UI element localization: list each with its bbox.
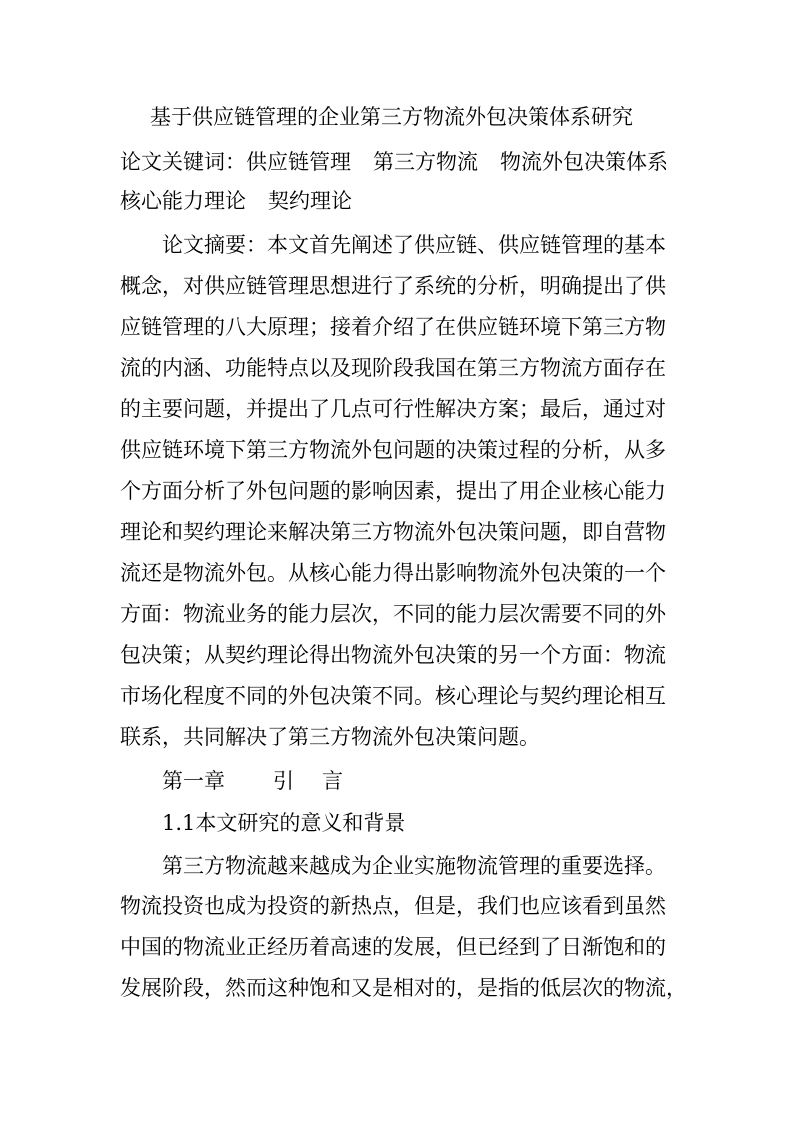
abstract-line: 方面：物流业务的能力层次，不同的能力层次需要不同的外 [120,602,666,626]
body-line: 发展阶段，然而这种饱和又是相对的，是指的低层次的物流， [120,976,687,1000]
abstract-line: 的主要问题，并提出了几点可行性解决方案；最后，通过对 [120,397,666,421]
chapter-heading [162,767,722,795]
paper-title: 基于供应链管理的企业第三方物流外包决策体系研究 [150,105,633,129]
keyword-item: 供应链管理 [246,150,351,174]
keyword-item: 核心能力理论 [120,189,246,213]
body-line: 第三方物流越来越成为企业实施物流管理的重要选择。 [162,854,666,878]
keywords-label: 论文关键词： [120,150,246,174]
body-line: 中国的物流业正经历着高速的发展，但已经到了日渐饱和的 [120,935,666,959]
chapter-title-b: 言 [322,769,343,793]
abstract-line: 应链管理的八大原理；接着介绍了在供应链环境下第三方物 [120,315,666,339]
keywords-line-1 [120,148,680,176]
abstract-line: 理论和契约理论来解决第三方物流外包决策问题，即自营物 [120,520,666,544]
keywords-line-2 [120,187,680,215]
section-heading: 1.1本文研究的意义和背景 [162,811,406,835]
abstract-line: 流的内涵、功能特点以及现阶段我国在第三方物流方面存在 [120,356,666,380]
abstract-line: 供应链环境下第三方物流外包问题的决策过程的分析，从多 [120,438,666,462]
keyword-item: 第三方物流 [373,150,478,174]
abstract-line: 联系，共同解决了第三方物流外包决策问题。 [120,725,540,749]
abstract-line: 论文摘要：本文首先阐述了供应链、供应链管理的基本 [162,233,666,257]
chapter-title-a: 引 [273,769,294,793]
abstract-line: 包决策；从契约理论得出物流外包决策的另一个方面：物流 [120,643,666,667]
keyword-item: 物流外包决策体系 [500,150,668,174]
abstract-line: 个方面分析了外包问题的影响因素，提出了用企业核心能力 [120,479,666,503]
body-line: 物流投资也成为投资的新热点，但是，我们也应该看到虽然 [120,894,666,918]
abstract-line: 概念，对供应链管理思想进行了系统的分析，明确提出了供 [120,274,666,298]
chapter-number: 第一章 [162,769,225,793]
abstract-line: 市场化程度不同的外包决策不同。核心理论与契约理论相互 [120,684,666,708]
keyword-item: 契约理论 [268,189,352,213]
abstract-line: 流还是物流外包。从核心能力得出影响物流外包决策的一个 [120,561,666,585]
